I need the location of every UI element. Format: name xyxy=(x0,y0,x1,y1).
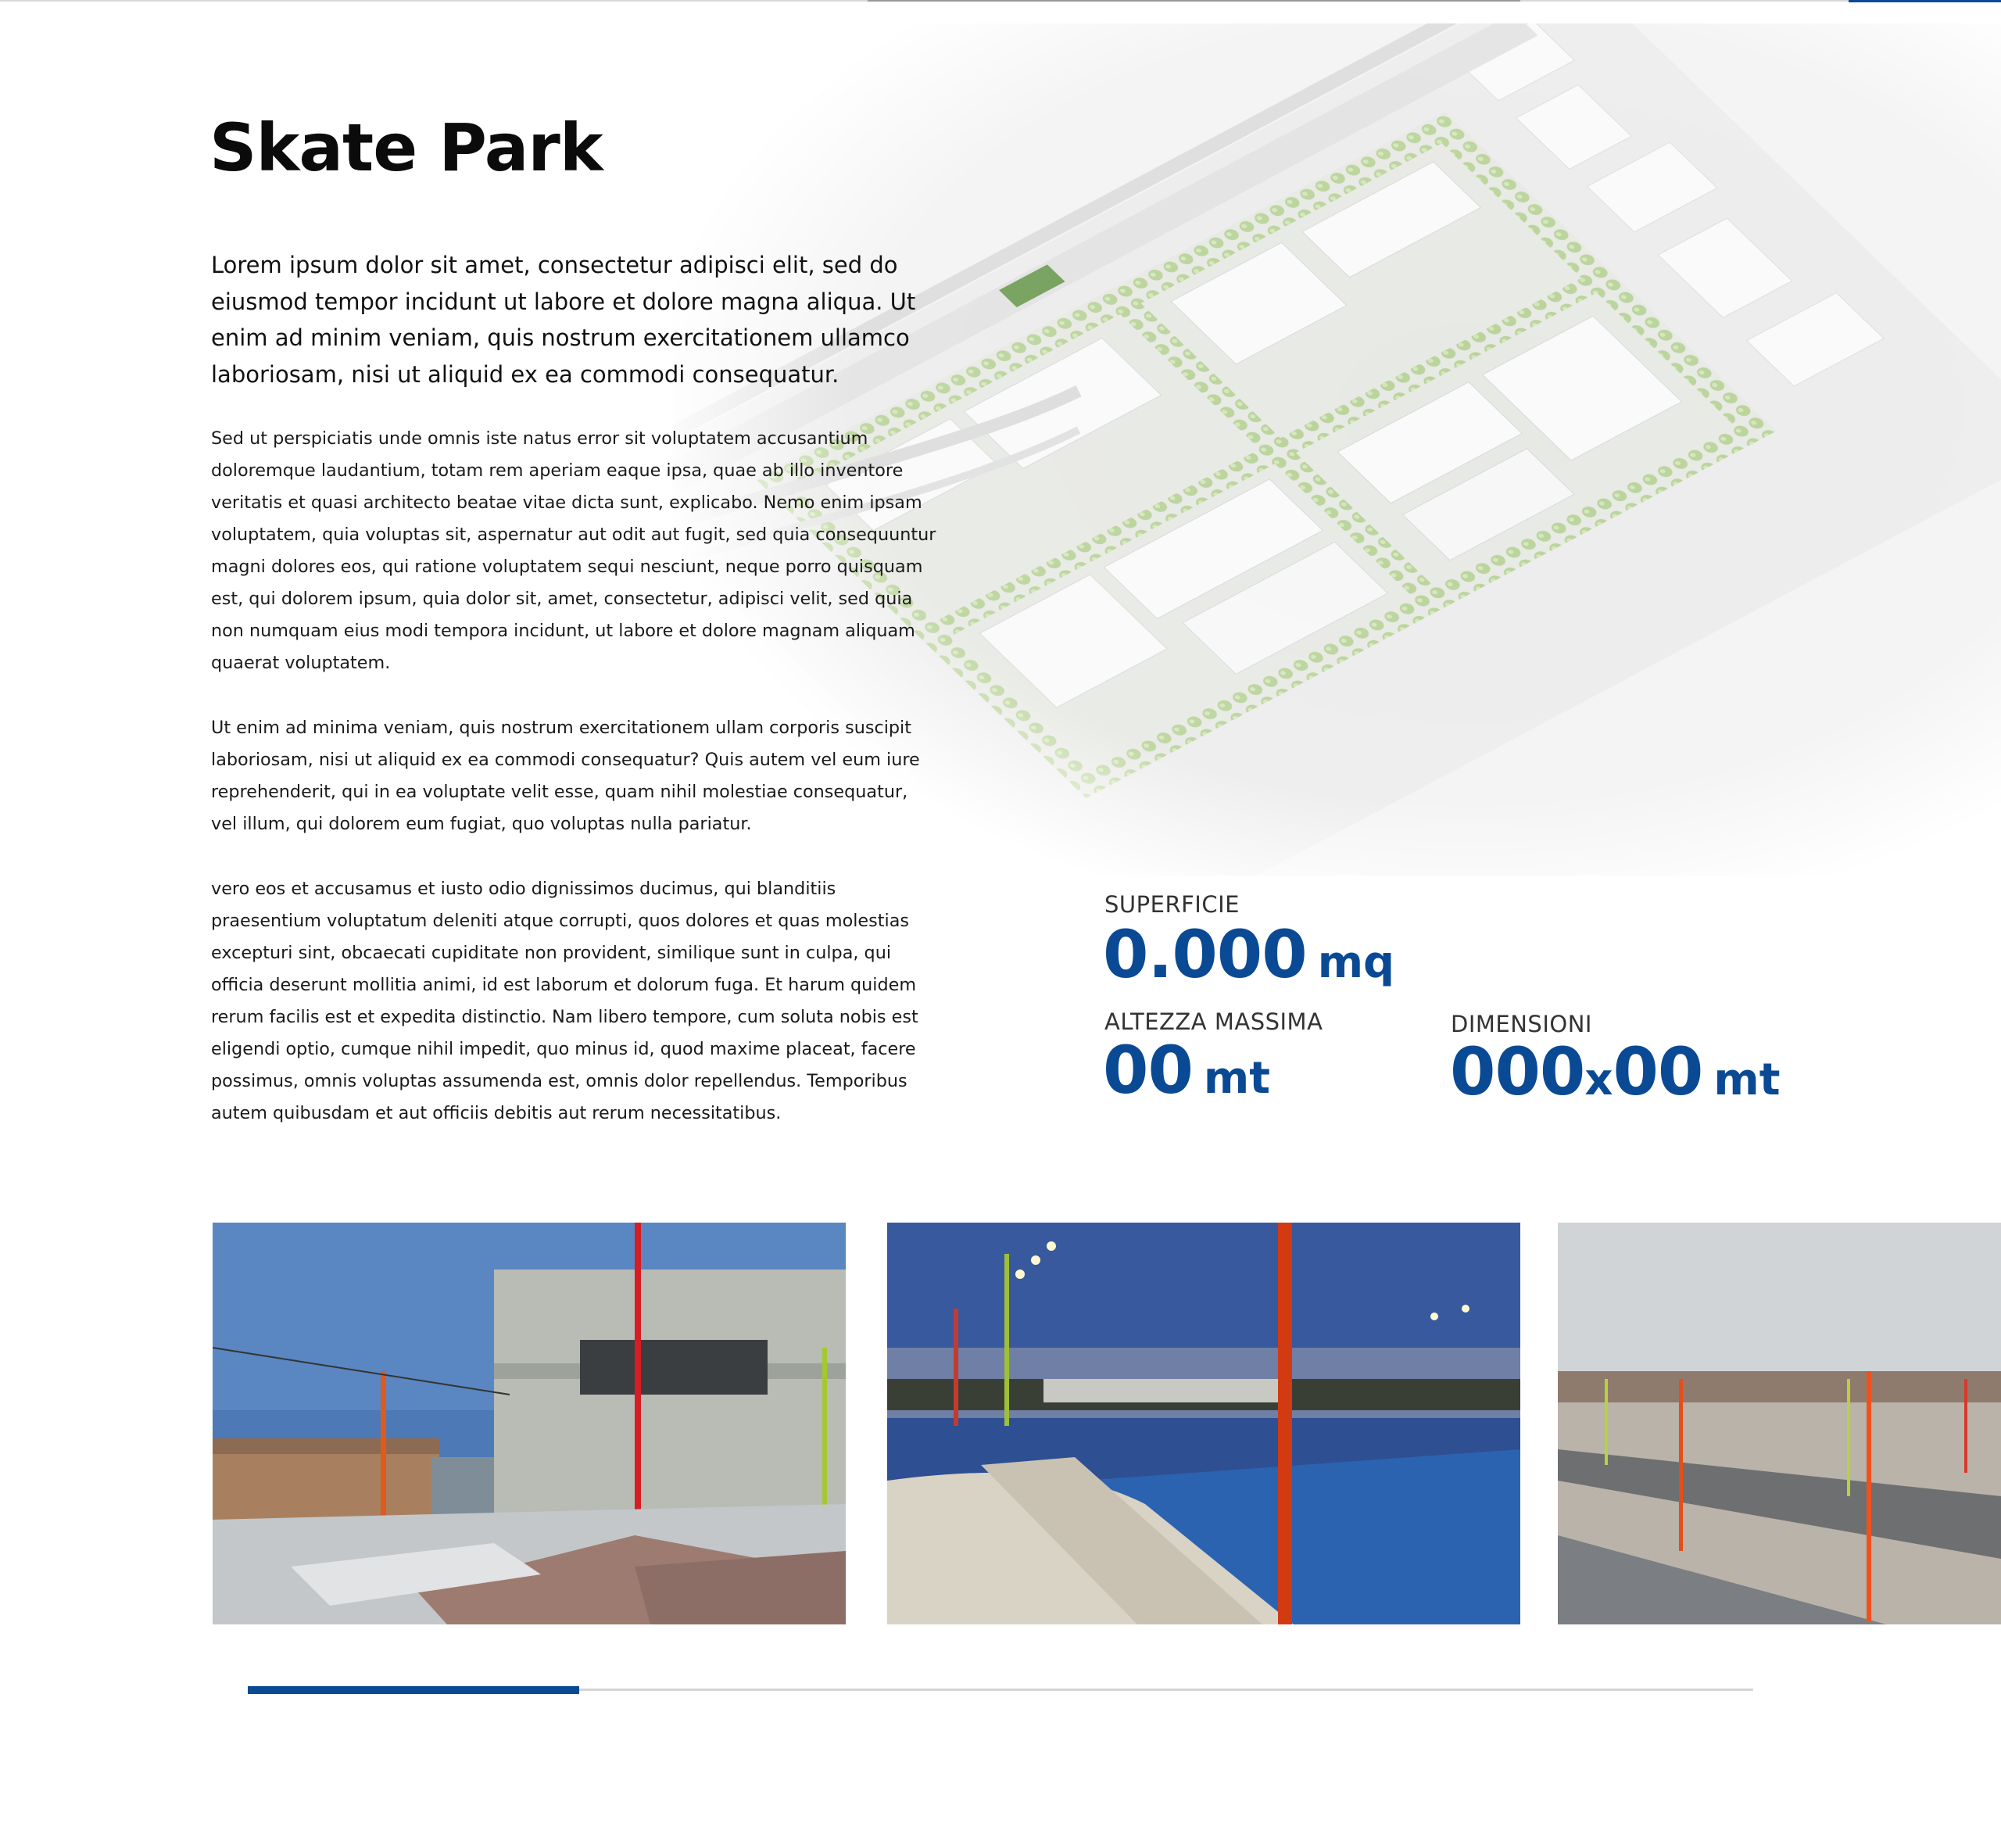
dimensions-number-a: 000 xyxy=(1450,1033,1585,1110)
page-title: Skate Park xyxy=(209,109,603,186)
max-height-unit: mt xyxy=(1203,1053,1271,1104)
dimensions-number-b: 00 xyxy=(1613,1033,1703,1110)
skate-park-daytime-photo-icon xyxy=(213,1223,846,1624)
gallery-image-1[interactable] xyxy=(213,1223,846,1624)
top-border-accent xyxy=(1849,0,2001,2)
max-height-number: 00 xyxy=(1103,1032,1193,1108)
body-paragraph-2: Ut enim ad minima veniam, quis nostrum exercitationem ullam corporis suscipit laboriosam, nisi ut aliquid ex ea commodi consequatur? Quis autem vel eum iure reprehenderit, qui in ea voluptate velit esse, quam nihil molestiae consequatur, vel illum, qui dolorem eum fugiat, quo voluptas nulla pariatur. xyxy=(211,718,920,834)
surface-unit: mq xyxy=(1317,937,1395,988)
max-height-label: ALTEZZA MASSIMA xyxy=(1104,1008,1323,1035)
park-plaza-colored-poles-photo-icon xyxy=(1558,1223,2001,1624)
gallery-image-3[interactable] xyxy=(1558,1223,2001,1624)
top-border-segment xyxy=(868,0,1520,2)
surface-value xyxy=(1103,916,1394,993)
dimensions-separator: x xyxy=(1584,1055,1613,1105)
dimensions-unit: mt xyxy=(1713,1055,1781,1105)
gallery-image-2[interactable] xyxy=(887,1223,1520,1624)
max-height-value xyxy=(1103,1032,1270,1108)
dimensions-label: DIMENSIONI xyxy=(1451,1011,1592,1037)
surface-label: SUPERFICIE xyxy=(1104,891,1240,918)
skate-park-night-court-photo-icon xyxy=(887,1223,1520,1624)
lead-paragraph: Lorem ipsum dolor sit amet, consectetur adipisci elit, sed do eiusmod tempor incidunt ut labore et dolore magna aliqua. Ut enim ad minim veniam, quis nostrum exercitationem ullamco laboriosam, nisi ut aliquid ex ea commodi consequatur. xyxy=(211,252,916,388)
surface-number: 0.000 xyxy=(1103,916,1307,993)
body-paragraph-3: vero eos et accusamus et iusto odio dignissimos ducimus, qui blanditiis praesentium voluptatum deleniti atque corrupti, quos dolores et quas molestias excepturi sint, obcaecati cupiditate non provident, similique sunt in culpa, qui officia deserunt mollitia animi, id est laborum et dolorum fuga. Et harum quidem rerum facilis est et expedita distinctio. Nam libero tempore, cum soluta nobis est eligendi optio, cumque nihil impedit, quo minus id, quod maxime placeat, facere possimus, omnis voluptas assumenda est, omnis dolor repellendus. Temporibus autem quibusdam et aut officiis debitis aut rerum necessitatibus. xyxy=(211,879,918,1123)
dimensions-value xyxy=(1450,1033,1781,1110)
body-paragraph-1: Sed ut perspiciatis unde omnis iste natus error sit voluptatem accusantium doloremque laudantium, totam rem aperiam eaque ipsa, quae ab illo inventore veritatis et quasi architecto beatae vitae dicta sunt, explicabo. Nemo enim ipsam voluptatem, quia voluptas sit, aspernatur aut odit aut fugit, sed quia consequuntur magni dolores eos, qui ratione voluptatem sequi nesciunt, neque porro quisquam est, qui dolorem ipsum, quia dolor sit, amet, consectetur, adipisci velit, sed quia non numquam eius modi tempora incidunt, ut labore et dolore magnam aliquam quaerat voluptatem. xyxy=(211,428,936,673)
gallery-slider-progress[interactable] xyxy=(248,1686,579,1694)
